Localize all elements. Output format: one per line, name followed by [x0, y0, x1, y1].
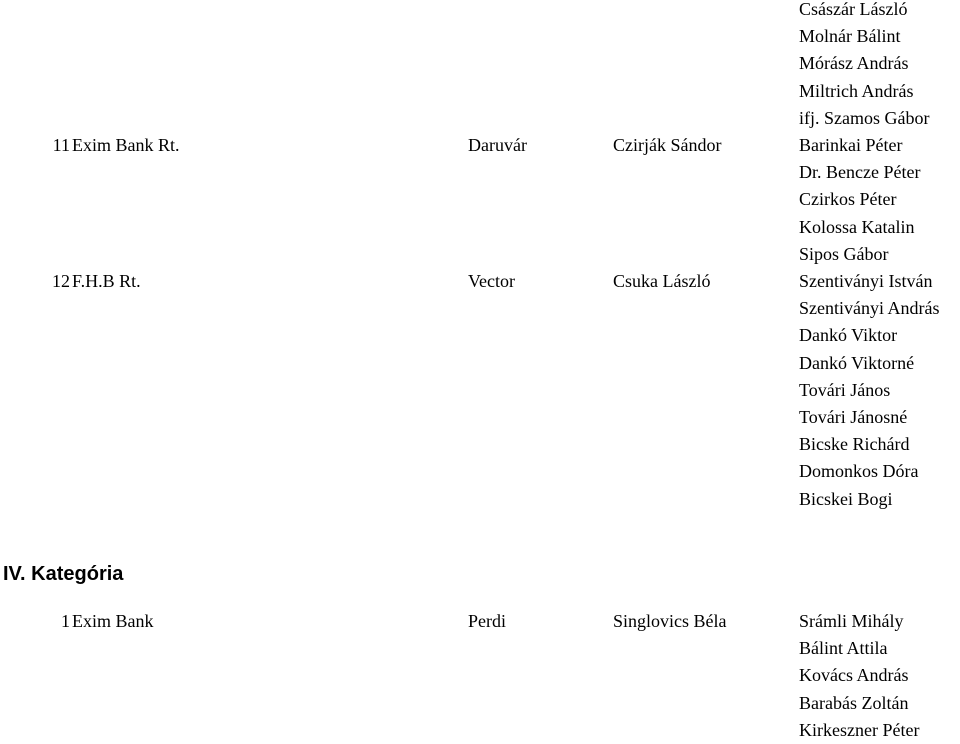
- crew-member: Továri János: [799, 379, 891, 400]
- crew-line: [0, 268, 960, 295]
- crew-member: Srámli Mihály: [799, 611, 904, 631]
- crew-line: [0, 105, 960, 132]
- crew-line: [0, 486, 960, 513]
- team-name: F.H.B Rt.: [72, 271, 141, 291]
- crew-line: [0, 404, 960, 431]
- crew-member: Barabás Zoltán: [799, 692, 909, 713]
- crew-member: ifj. Szamos Gábor: [799, 107, 930, 128]
- captain-name: Czirják Sándor: [613, 135, 722, 155]
- crew-member: Domonkos Dóra: [799, 461, 919, 482]
- crew-member: Dr. Bencze Péter: [799, 162, 921, 183]
- crew-line: [0, 458, 960, 485]
- crew-member: Kirkeszner Péter: [799, 719, 920, 740]
- crew-line: [0, 132, 960, 159]
- crew-line: [0, 295, 960, 322]
- category-heading: IV. Kategória: [3, 563, 124, 585]
- crew-member: Molnár Bálint: [799, 26, 901, 47]
- crew-member: Dankó Viktor: [799, 325, 898, 346]
- crew-line: [0, 377, 960, 404]
- crew-member: Szentiványi István: [799, 271, 933, 291]
- crew-line: [0, 690, 960, 717]
- crew-line: [0, 350, 960, 377]
- boat-name: Daruvár: [468, 135, 527, 155]
- crew-member: Czirkos Péter: [799, 189, 897, 210]
- crew-line: [0, 50, 960, 77]
- entry-number: 11: [52, 135, 70, 155]
- crew-member: Bicske Richárd: [799, 434, 910, 455]
- crew-line: [0, 322, 960, 349]
- captain-name: Csuka László: [613, 271, 711, 291]
- entry-number: 1: [61, 611, 70, 631]
- crew-member: Bálint Attila: [799, 638, 888, 659]
- boat-name: Perdi: [468, 611, 506, 631]
- crew-line: [0, 159, 960, 186]
- crew-line: [0, 78, 960, 105]
- crew-member: Bicskei Bogi: [799, 488, 893, 509]
- crew-line: [0, 608, 960, 635]
- team-name: Exim Bank Rt.: [72, 135, 180, 155]
- crew-member: Kolossa Katalin: [799, 216, 915, 237]
- crew-line: [0, 23, 960, 50]
- crew-member: Dankó Viktorné: [799, 352, 915, 373]
- crew-member: Kovács András: [799, 665, 909, 686]
- crew-line: [0, 214, 960, 241]
- crew-line: [0, 186, 960, 213]
- crew-member: Császár László: [799, 0, 908, 19]
- crew-member: Miltrich András: [799, 80, 914, 101]
- boat-name: Vector: [468, 271, 515, 291]
- entry-number: 12: [52, 271, 70, 291]
- team-name: Exim Bank: [72, 611, 154, 631]
- crew-member: Barinkai Péter: [799, 135, 903, 155]
- crew-member: Sipos Gábor: [799, 243, 889, 264]
- crew-line: [0, 662, 960, 689]
- crew-line: [0, 241, 960, 268]
- crew-line: [0, 431, 960, 458]
- crew-member: Továri Jánosné: [799, 407, 908, 427]
- captain-name: Singlovics Béla: [613, 611, 727, 631]
- crew-line: [0, 635, 960, 662]
- crew-member: Szentiványi András: [799, 298, 940, 319]
- crew-member: Mórász András: [799, 53, 909, 74]
- crew-line: [0, 0, 960, 23]
